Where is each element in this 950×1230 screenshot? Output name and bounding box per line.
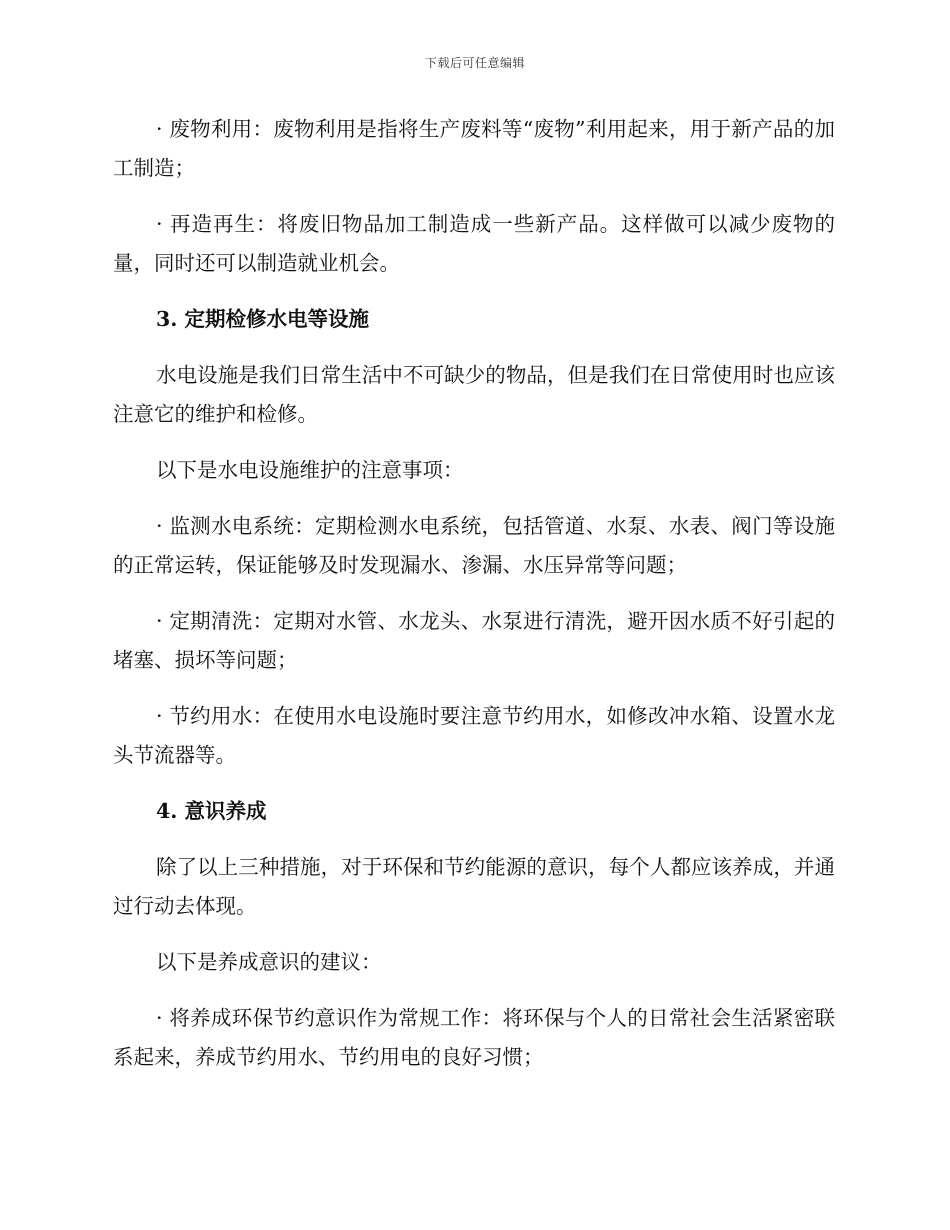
bullet-routine-habit: · 将养成环保节约意识作为常规工作：将环保与个人的日常社会生活紧密联系起来，养成节约用水、节约用电的良好习惯； xyxy=(113,1006,835,1069)
paragraph-facility-intro: 水电设施是我们日常生活中不可缺少的物品，但是我们在日常使用时也应该注意它的维护和检修。 xyxy=(113,363,835,426)
section-heading-3: 3. 定期检修水电等设施 xyxy=(156,307,370,331)
paragraph-suggestions-lead: 以下是养成意识的建议： xyxy=(156,950,382,974)
paragraph-awareness-intro: 除了以上三种措施，对于环保和节约能源的意识，每个人都应该养成，并通过行动去体现。 xyxy=(113,855,835,918)
bullet-recycling: · 再造再生：将废旧物品加工制造成一些新产品。这样做可以减少废物的量，同时还可以制造就业机会。 xyxy=(113,212,835,275)
bullet-monitor-system: · 监测水电系统：定期检测水电系统，包括管道、水泵、水表、阀门等设施的正常运转，保证能够及时发现漏水、渗漏、水压异常等问题； xyxy=(113,514,835,577)
bullet-regular-cleaning: · 定期清洗：定期对水管、水龙头、水泵进行清洗，避开因水质不好引起的堵塞、损坏等问题； xyxy=(113,609,835,672)
bullet-waste-utilization: · 废物利用：废物利用是指将生产废料等“废物”利用起来，用于新产品的加工制造； xyxy=(113,117,835,180)
bullet-save-water: · 节约用水：在使用水电设施时要注意节约用水，如修改冲水箱、设置水龙头节流器等。 xyxy=(113,704,835,767)
document-body xyxy=(113,110,835,1094)
page-header: 下载后可任意编辑 xyxy=(424,56,525,70)
paragraph-maintenance-lead: 以下是水电设施维护的注意事项： xyxy=(156,458,464,482)
section-heading-4: 4. 意识养成 xyxy=(156,799,267,823)
